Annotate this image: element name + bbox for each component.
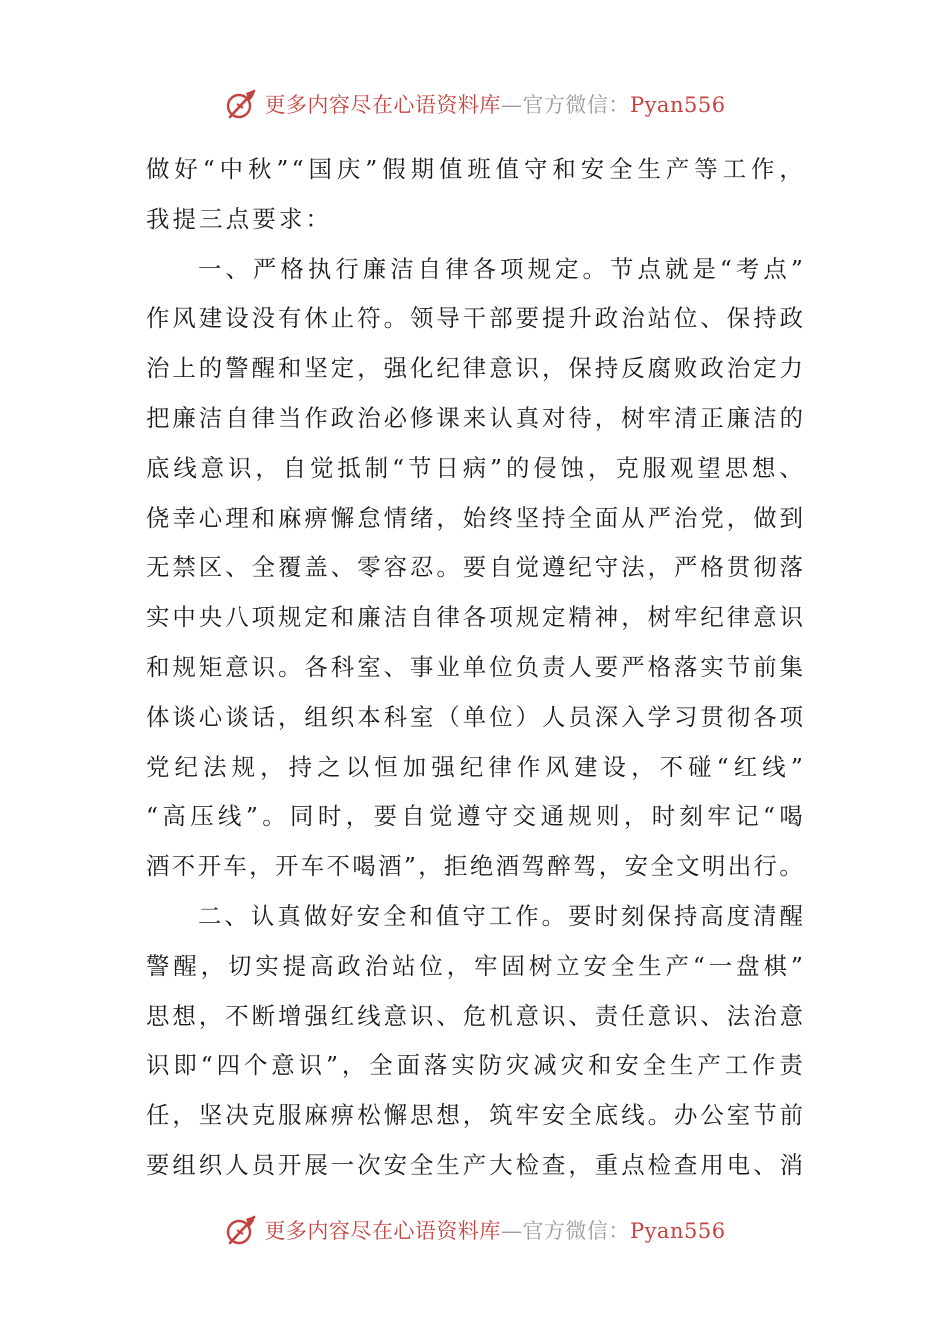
text-line: 体谈心谈话，组织本科室（单位）人员深入学习贯彻各项 <box>146 702 806 731</box>
text-line: 要组织人员开展一次安全生产大检查，重点检查用电、消 <box>146 1150 806 1179</box>
text-line: 二、认真做好安全和值守工作。要时刻保持高度清醒 <box>198 901 806 930</box>
quill-logo-icon <box>224 1213 258 1247</box>
text-line: 任，坚决克服麻痹松懈思想，筑牢安全底线。办公室节前 <box>146 1101 806 1130</box>
text-line: 侥幸心理和麻痹懈怠情绪，始终坚持全面从严治党，做到 <box>146 503 806 532</box>
text-line: 和规矩意识。各科室、事业单位负责人要严格落实节前集 <box>146 652 806 681</box>
banner-contact-label: 官方微信： <box>522 93 630 117</box>
text-line: 我提三点要求： <box>146 204 333 233</box>
text-line: 作风建设没有休止符。领导干部要提升政治站位、保持政 <box>146 304 806 333</box>
text-line: 识即“四个意识”，全面落实防灾减灾和安全生产工作责 <box>146 1051 806 1080</box>
text-line: 实中央八项规定和廉洁自律各项规定精神，树牢纪律意识 <box>146 603 806 632</box>
banner-contact-id: Pyan556 <box>629 1219 726 1243</box>
banner-brand: 更多内容尽在心语资料库 <box>264 93 501 117</box>
banner-separator: — <box>500 93 523 117</box>
text-line: “高压线”。同时，要自觉遵守交通规则，时刻牢记“喝 <box>146 802 806 831</box>
banner-separator: — <box>500 1219 523 1243</box>
text-line: 无禁区、全覆盖、零容忍。要自觉遵纪守法，严格贯彻落 <box>146 553 806 582</box>
quill-logo-icon <box>224 87 258 121</box>
footer-banner <box>0 1208 950 1252</box>
text-line: 思想，不断增强红线意识、危机意识、责任意识、法治意 <box>146 1001 806 1030</box>
banner-contact-label: 官方微信： <box>522 1219 630 1243</box>
text-line: 警醒，切实提高政治站位，牢固树立安全生产“一盘棋” <box>146 951 806 980</box>
text-line: 一、严格执行廉洁自律各项规定。节点就是“考点” <box>198 254 806 283</box>
document-body <box>146 145 806 1191</box>
text-line: 把廉洁自律当作政治必修课来认真对待，树牢清正廉洁的 <box>146 403 806 432</box>
text-line: 治上的警醒和坚定，强化纪律意识，保持反腐败政治定力 <box>146 354 806 383</box>
banner-contact-id: Pyan556 <box>629 93 726 117</box>
text-line: 党纪法规，持之以恒加强纪律作风建设，不碰“红线” <box>146 752 806 781</box>
text-line: 酒不开车，开车不喝酒”，拒绝酒驾醉驾，安全文明出行。 <box>146 852 806 881</box>
text-line: 底线意识，自觉抵制“节日病”的侵蚀，克服观望思想、 <box>146 453 806 482</box>
text-line: 做好“中秋”“国庆”假期值班值守和安全生产等工作， <box>146 155 806 183</box>
banner-brand: 更多内容尽在心语资料库 <box>264 1219 501 1243</box>
header-banner <box>0 82 950 126</box>
